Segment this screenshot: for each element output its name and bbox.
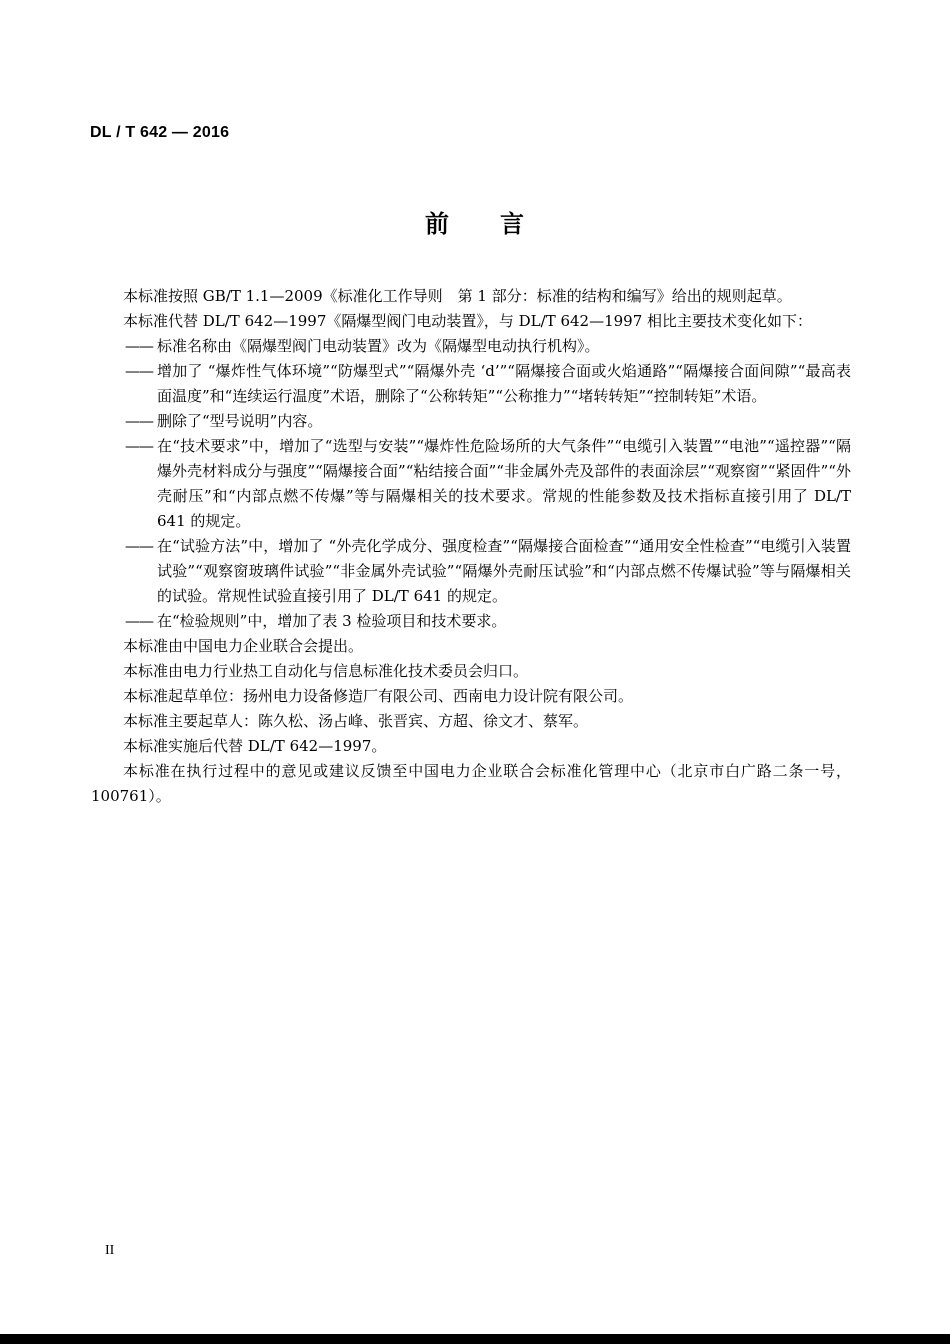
dash-marker: ——	[125, 362, 153, 380]
closing-paragraph-proposer: 本标准由中国电力企业联合会提出。	[123, 637, 364, 655]
change-item-5	[91, 534, 851, 609]
closing-paragraph-committee: 本标准由电力行业热工自动化与信息标准化技术委员会归口。	[123, 662, 529, 680]
dash-marker: ——	[125, 337, 153, 355]
change-item-6	[91, 609, 851, 634]
dash-marker: ——	[125, 612, 153, 630]
change-item-text: 标准名称由《隔爆型阀门电动装置》改为《隔爆型电动执行机构》。	[157, 337, 600, 355]
closing-paragraph-feedback: 本标准在执行过程中的意见或建议反馈至中国电力企业联合会标准化管理中心（北京市白广路二条一号，100761）。	[91, 762, 851, 805]
change-item-text: 在“检验规则”中，增加了表 3 检验项目和技术要求。	[157, 612, 507, 630]
closing-paragraph-replacement: 本标准实施后代替 DL/T 642—1997。	[123, 737, 387, 755]
change-item-text: 在“技术要求”中，增加了“选型与安装”“爆炸性危险场所的大气条件”“电缆引入装置”“电池”“遥控器”“隔爆外壳材料成分与强度”“隔爆接合面”“粘结接合面”“非金属外壳及部件的表面涂层”“观察窗”“紧固件”“外壳耐压”和“内部点燃不传爆”等与隔爆相关的技术要求。常规的性能参数及技术指标直接引用了 DL/T 641 的规定。	[157, 437, 851, 530]
change-item-3	[91, 409, 851, 434]
dash-marker: ——	[125, 412, 153, 430]
bottom-border	[0, 1334, 950, 1344]
dash-marker: ——	[125, 437, 153, 455]
intro-paragraph-1: 本标准按照 GB/T 1.1—2009《标准化工作导则 第 1 部分：标准的结构和编写》给出的规则起草。	[123, 287, 792, 305]
intro-paragraph-2: 本标准代替 DL/T 642—1997《隔爆型阀门电动装置》，与 DL/T 642—1997 相比主要技术变化如下：	[123, 312, 813, 330]
page-title: 前 言	[425, 210, 525, 238]
change-item-1	[91, 334, 851, 359]
dash-marker: ——	[125, 537, 153, 555]
change-item-2	[91, 359, 851, 409]
foreword-body	[91, 284, 851, 809]
change-item-text: 在“试验方法”中，增加了 “外壳化学成分、强度检查”“隔爆接合面检查”“通用安全性检查”“电缆引入装置试验”“观察窗玻璃件试验”“非金属外壳试验”“隔爆外壳耐压试验”和“内部点燃不传爆试验”等与隔爆相关的试验。常规性试验直接引用了 DL/T 641 的规定。	[157, 537, 851, 605]
closing-paragraph-drafters: 本标准主要起草人：陈久松、汤占峰、张晋宾、方超、徐文才、蔡军。	[123, 712, 589, 730]
change-item-text: 增加了 “爆炸性气体环境”“防爆型式”“隔爆外壳 ‘d’”“隔爆接合面或火焰通路”“隔爆接合面间隙”“最高表面温度”和“连续运行温度”术语，删除了“公称转矩”“公称推力”“堵转转矩”“控制转矩”术语。	[157, 362, 851, 405]
closing-paragraph-drafting-units: 本标准起草单位：扬州电力设备修造厂有限公司、西南电力设计院有限公司。	[123, 687, 634, 705]
change-item-text: 删除了“型号说明”内容。	[157, 412, 323, 430]
change-item-4	[91, 434, 851, 534]
standard-code: DL / T 642 — 2016	[90, 124, 230, 141]
page-number: II	[105, 1243, 115, 1258]
